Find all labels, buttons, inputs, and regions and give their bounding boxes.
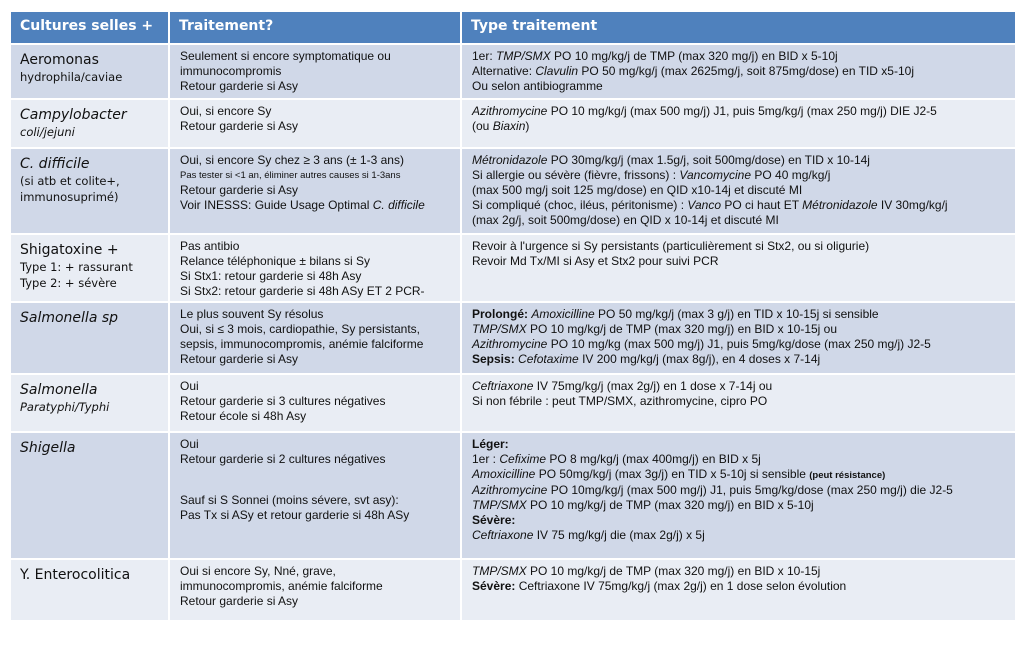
type-line: Léger: xyxy=(472,437,509,451)
culture-name: Aeromonas xyxy=(20,52,99,68)
type-line: (ou Biaxin) xyxy=(472,119,530,133)
treatment-line: Retour garderie si Asy xyxy=(180,119,299,133)
treatment-line: Retour école si 48h Asy xyxy=(180,409,307,423)
type-line: Alternative: Clavulin PO 50 mg/kg/j (max 2625mg/j, soit 875mg/dose) en TID x5-10j xyxy=(472,64,914,78)
treatment-line: Si Stx2: retour garderie si 48h ASy ET 2 PCR- xyxy=(180,284,425,298)
type-line: Si non fébrile : peut TMP/SMX, azithromycine, cipro PO xyxy=(472,394,768,408)
type-line: Prolongé: Amoxicilline PO 50 mg/kg/j (max 3 g/j) en TID x 10-15j si sensible xyxy=(472,307,879,321)
type-line: Ceftriaxone IV 75mg/kg/j (max 2g/j) en 1 dose x 7-14j ou xyxy=(472,379,773,393)
type-cell xyxy=(461,99,1016,148)
culture-name: Y. Enterocolitica xyxy=(20,567,131,583)
treatment-line: Oui xyxy=(180,379,199,393)
treatment-cell xyxy=(169,234,461,302)
type-line: Ceftriaxone IV 75 mg/kg/j die (max 2g/j) x 5j xyxy=(472,528,705,542)
type-line: Azithromycine PO 10 mg/kg/j (max 500 mg/j) J1, puis 5mg/kg/j (max 250 mg/j) DIE J2-5 xyxy=(472,104,937,118)
table-header-row xyxy=(10,11,1016,44)
treatment-line: Retour garderie si Asy xyxy=(180,594,299,608)
culture-name: Shigella xyxy=(20,440,76,456)
treatment-line: Retour garderie si 2 cultures négatives xyxy=(180,452,386,466)
table-row-c-difficile xyxy=(10,148,1016,234)
type-line: Revoir à l'urgence si Sy persistants (particulièrement si Stx2, ou si oligurie) xyxy=(472,239,870,253)
treatment-cell xyxy=(169,148,461,234)
header-cultures: Cultures selles + xyxy=(10,11,169,44)
type-line: Si allergie ou sévère (fièvre, frissons) : Vancomycine PO 40 mg/kg/j xyxy=(472,168,831,182)
culture-subtitle: Paratyphi/Typhi xyxy=(20,400,110,414)
culture-name: Salmonella sp xyxy=(20,310,119,326)
treatment-cell xyxy=(169,302,461,374)
table-row-salmonella-typhi xyxy=(10,374,1016,432)
type-cell xyxy=(461,374,1016,432)
treatment-cell xyxy=(169,374,461,432)
treatment-line: Relance téléphonique ± bilans si Sy xyxy=(180,254,371,268)
type-line: Sévère: Ceftriaxone IV 75mg/kg/j (max 2g/j) en 1 dose selon évolution xyxy=(472,579,847,593)
culture-name: Shigatoxine + xyxy=(20,242,119,258)
table-row-y-enterocolitica xyxy=(10,559,1016,621)
type-line: 1er: TMP/SMX PO 10 mg/kg/j de TMP (max 320 mg/j) en BID x 5-10j xyxy=(472,49,838,63)
treatment-line: Oui si encore Sy, Nné, grave, xyxy=(180,564,336,578)
culture-name: Salmonella xyxy=(20,382,98,398)
treatment-line: Pas Tx si ASy et retour garderie si 48h ASy xyxy=(180,508,410,522)
culture-cell xyxy=(10,148,169,234)
treatment-line: Oui, si encore Sy chez ≥ 3 ans (± 1-3 ans) xyxy=(180,153,404,167)
type-cell xyxy=(461,559,1016,621)
table-row-salmonella-sp xyxy=(10,302,1016,374)
treatment-line: Retour garderie si 3 cultures négatives xyxy=(180,394,386,408)
treatment-line: Pas antibio xyxy=(180,239,240,253)
treatment-line: Seulement si encore symptomatique ou xyxy=(180,49,391,63)
header-traitement: Traitement? xyxy=(169,11,461,44)
culture-cell xyxy=(10,559,169,621)
treatment-line: Oui, si ≤ 3 mois, cardiopathie, Sy persistants, xyxy=(180,322,421,336)
treatment-line: Voir INESSS: Guide Usage Optimal C. difficile xyxy=(180,198,425,212)
treatment-cell xyxy=(169,559,461,621)
treatment-cell xyxy=(169,44,461,99)
type-cell xyxy=(461,234,1016,302)
treatment-cell xyxy=(169,432,461,559)
culture-subtitle: coli/jejuni xyxy=(20,125,75,139)
type-line: Azithromycine PO 10 mg/kg (max 500 mg/j) J1, puis 5mg/kg/dose (max 250 mg/j) J2-5 xyxy=(472,337,931,351)
culture-cell xyxy=(10,374,169,432)
culture-cell xyxy=(10,234,169,302)
culture-subtitle: Type 2: + sévère xyxy=(20,276,117,290)
culture-subtitle: hydrophila/caviae xyxy=(20,70,123,84)
type-cell xyxy=(461,302,1016,374)
treatment-line: Sauf si S Sonnei (moins sévere, svt asy): xyxy=(180,493,399,507)
treatment-line: Retour garderie si Asy xyxy=(180,79,299,93)
treatment-line: immunocompromis xyxy=(180,64,282,78)
type-line: (max 500 mg/j soit 125 mg/dose) en QID x10-14j et discuté MI xyxy=(472,183,803,197)
treatment-line: Le plus souvent Sy résolus xyxy=(180,307,324,321)
treatment-line: Oui xyxy=(180,437,199,451)
type-line: Métronidazole PO 30mg/kg/j (max 1.5g/j, soit 500mg/dose) en TID x 10-14j xyxy=(472,153,870,167)
table-row-campylobacter xyxy=(10,99,1016,148)
culture-cell xyxy=(10,44,169,99)
type-cell xyxy=(461,148,1016,234)
treatment-cell xyxy=(169,99,461,148)
type-line: TMP/SMX PO 10 mg/kg/j de TMP (max 320 mg/j) en BID x 5-10j xyxy=(472,498,814,512)
culture-name: C. difficile xyxy=(20,156,90,172)
treatment-line: Oui, si encore Sy xyxy=(180,104,272,118)
type-cell xyxy=(461,44,1016,99)
treatment-line: Pas tester si <1 an, éliminer autres causes si 1-3ans xyxy=(180,170,401,181)
culture-name: Campylobacter xyxy=(20,107,127,123)
culture-subtitle: Type 1: + rassurant xyxy=(20,260,133,274)
culture-cell xyxy=(10,432,169,559)
type-line: Sepsis: Cefotaxime IV 200 mg/kg/j (max 8g/j), en 4 doses x 7-14j xyxy=(472,352,821,366)
table-row-shigella xyxy=(10,432,1016,559)
culture-cell xyxy=(10,99,169,148)
culture-subtitle: (si atb et colite+, immunosuprimé) xyxy=(20,174,120,204)
type-line: Amoxicilline PO 50mg/kg/j (max 3g/j) en TID x 5-10j si sensible (peut résistance) xyxy=(472,467,886,481)
type-line: Azithromycine PO 10mg/kg/j (max 500 mg/j) J1, puis 5mg/kg/dose (max 250 mg/j) die J2-5 xyxy=(472,483,953,497)
type-line: 1er : Cefixime PO 8 mg/kg/j (max 400mg/j) en BID x 5j xyxy=(472,452,761,466)
type-line: (max 2g/j, soit 500mg/dose) en QID x 10-14j et discuté MI xyxy=(472,213,779,227)
type-line: Ou selon antibiogramme xyxy=(472,79,603,93)
culture-cell xyxy=(10,302,169,374)
header-type-traitement: Type traitement xyxy=(461,11,1016,44)
treatment-line: Retour garderie si Asy xyxy=(180,183,299,197)
treatment-line: Retour garderie si Asy xyxy=(180,352,299,366)
type-line: TMP/SMX PO 10 mg/kg/j de TMP (max 320 mg/j) en BID x 10-15j xyxy=(472,564,821,578)
type-cell xyxy=(461,432,1016,559)
treatment-table xyxy=(9,10,1017,622)
table-row-aeromonas xyxy=(10,44,1016,99)
type-line: Sévère: xyxy=(472,513,516,527)
treatment-line: Si Stx1: retour garderie si 48h Asy xyxy=(180,269,362,283)
table-row-shigatoxine xyxy=(10,234,1016,302)
type-line: Revoir Md Tx/MI si Asy et Stx2 pour suivi PCR xyxy=(472,254,719,268)
type-line: TMP/SMX PO 10 mg/kg/j de TMP (max 320 mg/j) en BID x 10-15j ou xyxy=(472,322,838,336)
treatment-line: sepsis, immunocompromis, anémie falciforme xyxy=(180,337,424,351)
type-line: Si compliqué (choc, iléus, péritonisme) : Vanco PO ci haut ET Métronidazole IV 30mg/kg/j xyxy=(472,198,948,212)
treatment-line: immunocompromis, anémie falciforme xyxy=(180,579,383,593)
